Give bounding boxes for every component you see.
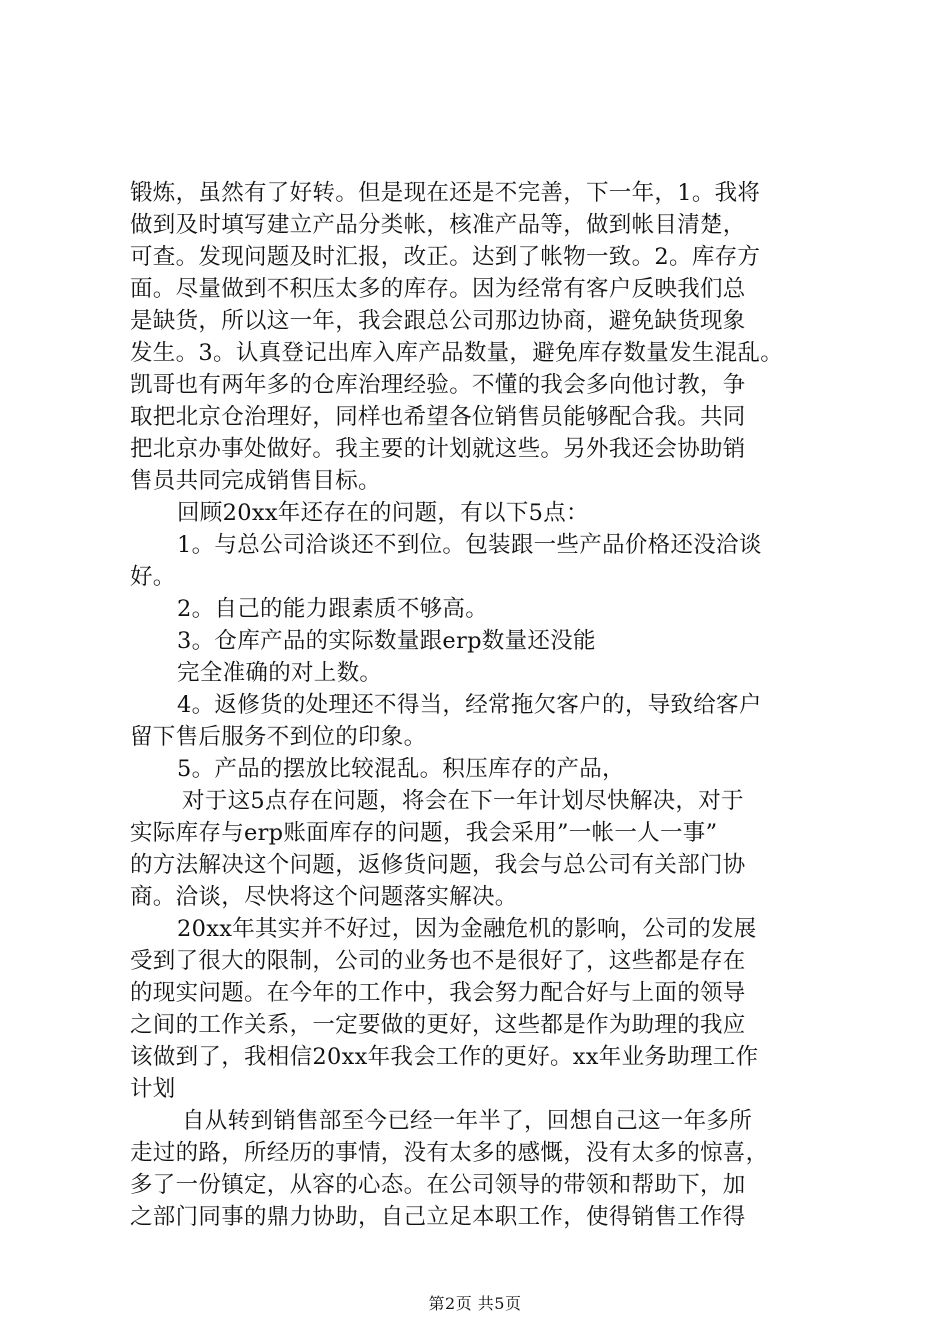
text-line: 的现实问题。在今年的工作中，我会努力配合好与上面的领导 xyxy=(130,980,746,1006)
text-line: 1。与总公司洽谈还不到位。包装跟一些产品价格还没洽谈 xyxy=(177,532,762,558)
text-line: 之间的工作关系，一定要做的更好，这些都是作为助理的我应 xyxy=(130,1012,746,1038)
text-line: 之部门同事的鼎力协助，自己立足本职工作，使得销售工作得 xyxy=(130,1204,746,1230)
text-line: 商。洽谈，尽快将这个问题落实解决。 xyxy=(130,884,518,910)
text-line: 该做到了，我相信20xx年我会工作的更好。xx年业务助理工作 xyxy=(130,1044,759,1070)
text-line: 做到及时填写建立产品分类帐，核准产品等，做到帐目清楚， xyxy=(130,212,746,238)
text-line: 是缺货，所以这一年，我会跟总公司那边协商，避免缺货现象 xyxy=(130,308,746,334)
text-line: 实际库存与erp账面库存的问题，我会采用”一帐一人一事” xyxy=(130,820,718,846)
text-line: 完全准确的对上数。 xyxy=(177,660,383,686)
page-footer: 第2页 共5页 xyxy=(428,1294,522,1313)
text-line: 5。产品的摆放比较混乱。积压库存的产品， xyxy=(177,756,625,782)
text-line: 2。自己的能力跟素质不够高。 xyxy=(177,596,489,622)
text-line: 凯哥也有两年多的仓库治理经验。不懂的我会多向他讨教，争 xyxy=(130,372,746,398)
text-line: 4。返修货的处理还不得当，经常拖欠客户的，导致给客户 xyxy=(177,692,762,718)
text-line: 留下售后服务不到位的印象。 xyxy=(130,724,427,750)
text-line: 发生。3。认真登记出库入库产品数量，避免库存数量发生混乱。 xyxy=(130,340,784,366)
text-line: 取把北京仓治理好，同样也希望各位销售员能够配合我。共同 xyxy=(130,404,746,430)
text-line: 回顾20xx年还存在的问题，有以下5点： xyxy=(177,500,589,526)
text-line: 受到了很大的限制，公司的业务也不是很好了，这些都是存在 xyxy=(130,948,746,974)
text-line: 走过的路，所经历的事情，没有太多的感慨，没有太多的惊喜， xyxy=(130,1140,769,1166)
text-line: 把北京办事处做好。我主要的计划就这些。另外我还会协助销 xyxy=(130,436,746,462)
text-line: 对于这5点存在问题，将会在下一年计划尽快解决，对于 xyxy=(182,788,744,814)
text-line: 锻炼，虽然有了好转。但是现在还是不完善，下一年，1。我将 xyxy=(130,180,761,206)
text-line: 面。尽量做到不积压太多的库存。因为经常有客户反映我们总 xyxy=(130,276,746,302)
text-line: 可查。发现问题及时汇报，改正。达到了帐物一致。2。库存方 xyxy=(130,244,761,270)
text-line: 售员共同完成销售目标。 xyxy=(130,468,381,494)
text-line: 20xx年其实并不好过，因为金融危机的影响，公司的发展 xyxy=(177,916,757,942)
text-line: 自从转到销售部至今已经一年半了，回想自己这一年多所 xyxy=(182,1108,753,1134)
text-line: 好。 xyxy=(130,564,176,590)
text-line: 计划 xyxy=(130,1076,176,1102)
text-line: 的方法解决这个问题，返修货问题，我会与总公司有关部门协 xyxy=(130,852,746,878)
text-line: 3。仓库产品的实际数量跟erp数量还没能 xyxy=(177,628,596,654)
text-line: 多了一份镇定，从容的心态。在公司领导的带领和帮助下，加 xyxy=(130,1172,746,1198)
